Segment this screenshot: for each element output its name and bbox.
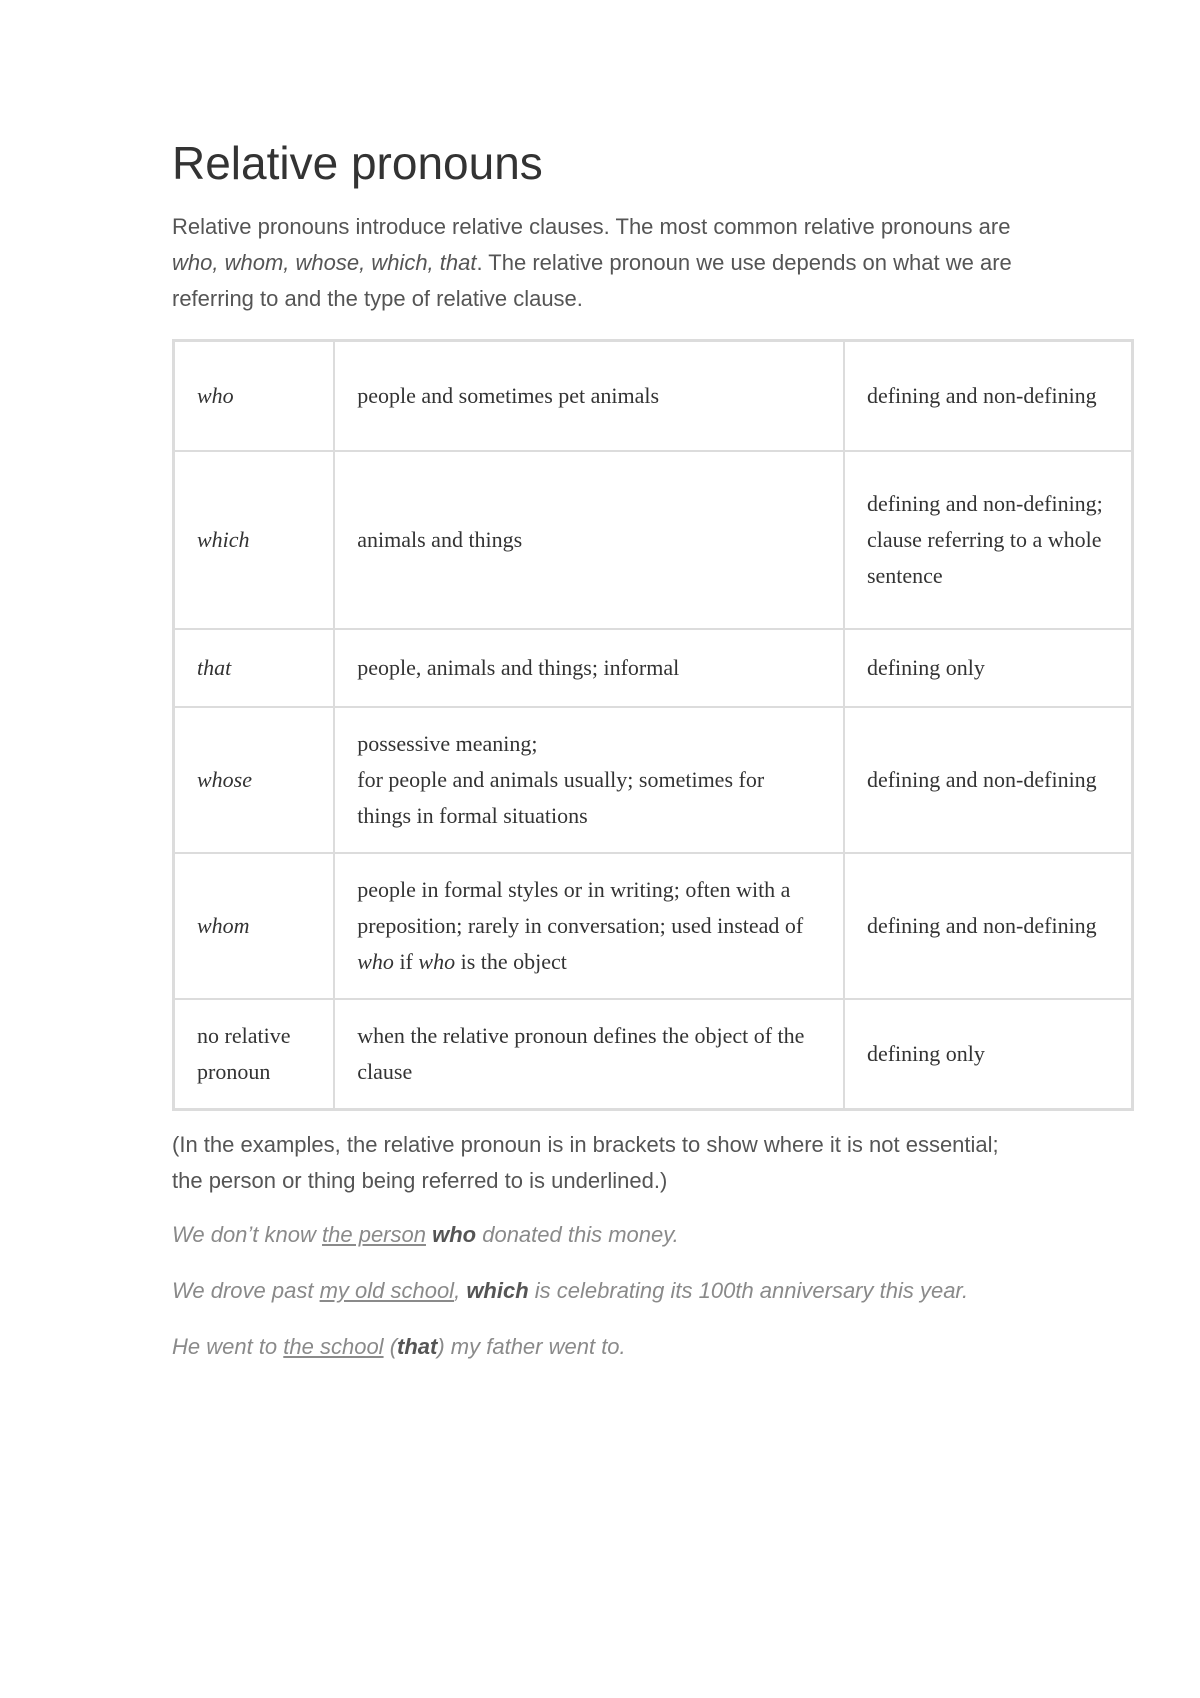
clause-type-cell: defining only — [844, 999, 1133, 1110]
intro-paragraph — [172, 209, 1032, 317]
clause-type-cell: defining and non-defining — [844, 853, 1133, 999]
use-cell: animals and things — [334, 451, 844, 629]
document-page — [172, 136, 1132, 1385]
examples-note: (In the examples, the relative pronoun is in brackets to show where it is not essential; the person or thing being referred to is underlined.) — [172, 1131, 999, 1193]
referent-underlined: the school — [283, 1333, 384, 1359]
table-row — [174, 451, 1133, 629]
clause-type-cell: defining and non-defining — [844, 707, 1133, 853]
intro-text-end: . The relative pronoun we use depends on what we are referring to and the type of relative clause. — [172, 250, 1012, 312]
referent-underlined: my old school — [319, 1277, 455, 1303]
example-text: is celebrating its 100th anniversary this year. — [528, 1277, 969, 1303]
relative-pronoun: which — [466, 1277, 529, 1303]
page-title: Relative pronouns — [172, 137, 543, 189]
relative-pronoun-table — [172, 339, 1134, 1111]
relative-pronoun: who — [432, 1221, 477, 1247]
use-cell: when the relative pronoun defines the object of the clause — [334, 999, 844, 1110]
example-text: ) my father went to. — [437, 1333, 626, 1359]
intro-text: Relative pronouns introduce relative clauses. The most common relative pronouns are — [172, 214, 1011, 240]
use-text: people in formal styles or in writing; often with a preposition; rarely in conversation; used instead of — [357, 876, 804, 938]
example-text: We don’t know — [172, 1221, 323, 1247]
clause-type-cell: defining and non-defining; clause referring to a whole sentence — [844, 451, 1133, 629]
table-row — [174, 341, 1133, 451]
example-sentence — [172, 1329, 1032, 1365]
clause-type-cell: defining only — [844, 629, 1133, 707]
use-text: if — [393, 948, 419, 974]
use-cell — [334, 707, 844, 853]
intro-pronoun-list: who, whom, whose, which, that — [172, 250, 477, 276]
example-text: ( — [383, 1333, 398, 1359]
pronoun-cell: no relative pronoun — [174, 999, 335, 1110]
table-row — [174, 999, 1133, 1110]
use-pronoun: who — [357, 948, 394, 974]
example-text: He went to — [172, 1333, 284, 1359]
use-cell: people, animals and things; informal — [334, 629, 844, 707]
pronoun-cell: which — [174, 451, 335, 629]
pronoun-cell: whom — [174, 853, 335, 999]
pronoun-cell: whose — [174, 707, 335, 853]
use-line: for people and animals usually; sometimes for things in formal situations — [357, 766, 765, 828]
use-cell — [334, 853, 844, 999]
example-sentence — [172, 1273, 1032, 1309]
example-text: donated this money. — [476, 1221, 679, 1247]
pronoun-cell: that — [174, 629, 335, 707]
use-text: is the object — [455, 948, 567, 974]
clause-type-cell: defining and non-defining — [844, 341, 1133, 451]
table-row — [174, 629, 1133, 707]
table-row — [174, 707, 1133, 853]
example-text: , — [454, 1277, 467, 1303]
use-pronoun: who — [418, 948, 456, 974]
use-line: possessive meaning; — [357, 730, 538, 756]
pronoun-cell: who — [174, 341, 335, 451]
table-row — [174, 853, 1133, 999]
referent-underlined: the person — [322, 1221, 426, 1247]
relative-pronoun: that — [397, 1333, 438, 1359]
use-cell: people and sometimes pet animals — [334, 341, 844, 451]
example-text: We drove past — [172, 1277, 320, 1303]
example-sentence — [172, 1217, 1032, 1253]
